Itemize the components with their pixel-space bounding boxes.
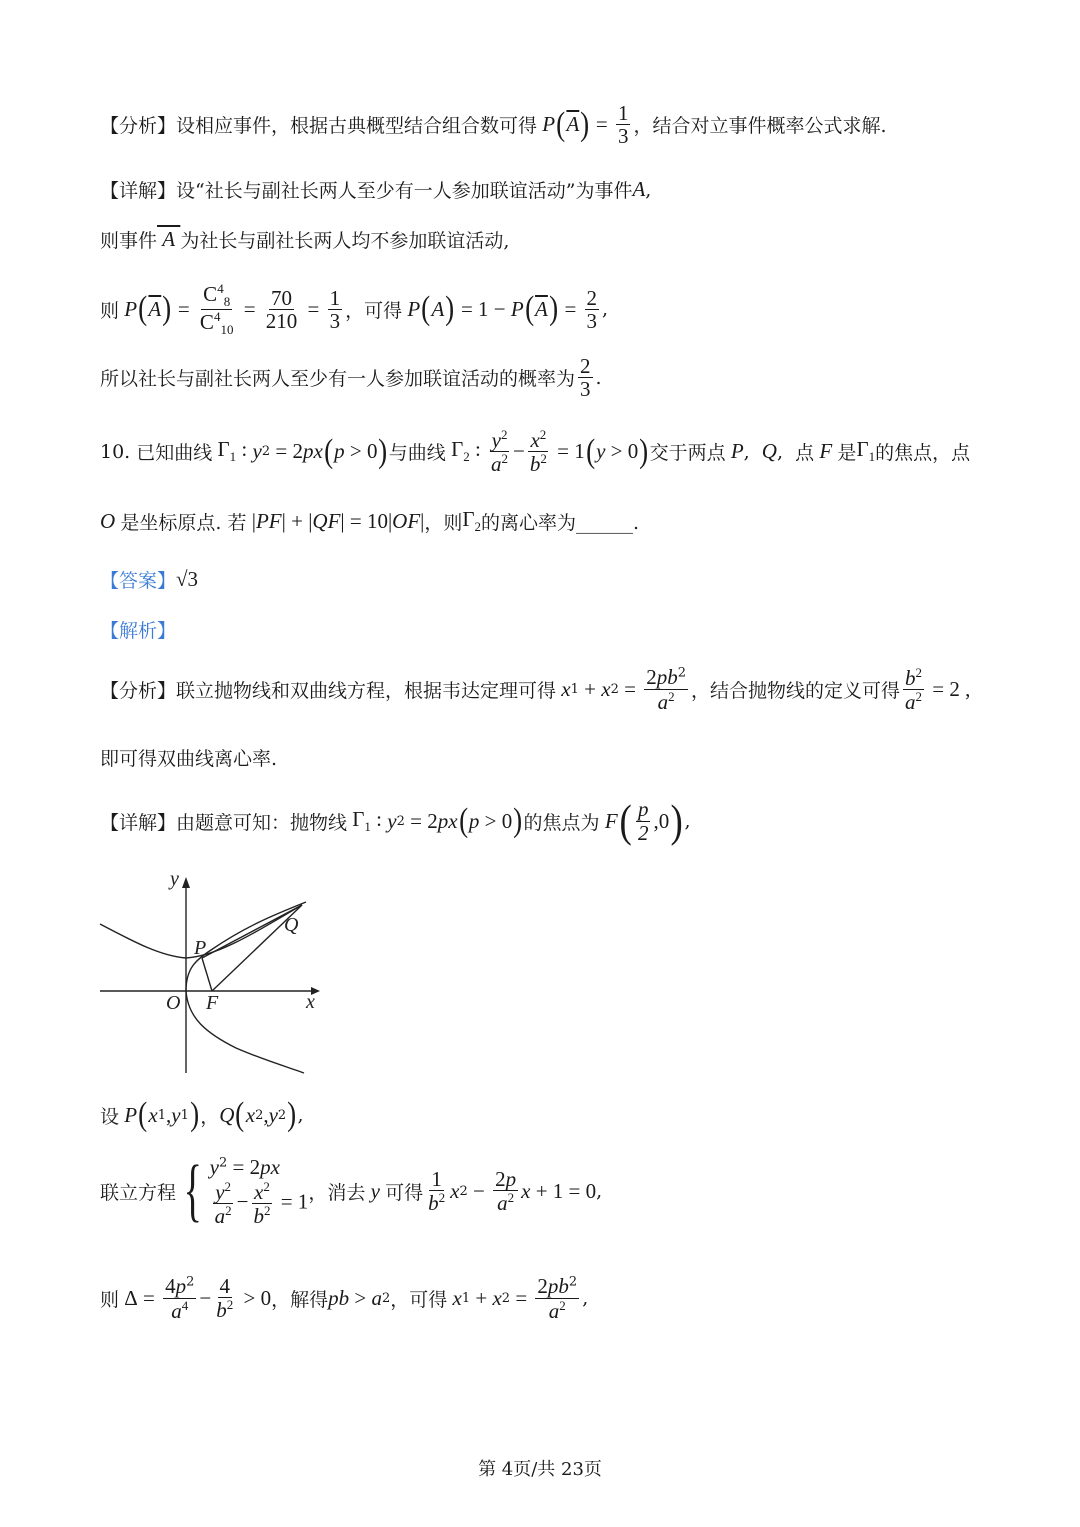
p10-jiexi-line <box>100 616 176 643</box>
analysis-label: 【分析】 <box>100 115 177 138</box>
p9-line4-a: 所以社长与副社长两人至少有一人参加联谊活动的概率为 <box>100 368 576 391</box>
jiexi-label: 【解析】 <box>100 620 177 642</box>
p9-line3: 则 P ( $\overline{A}$ ) = $\frac{C^4_8}{C^4_{10}}$ = $\frac{70}{210}$ = $\frac{1}{3}$ ，可得 P ( A ) = 1 − P ( $\overline{A}$ ) = $\frac{2}{3}$ , <box>100 281 609 338</box>
event-A-bar: A <box>157 227 181 251</box>
p9-analysis-text-a: 设相应事件，根据古典概型结合组合数可得 <box>176 115 538 138</box>
p10-analysis-line2: 即可得双曲线离心率. <box>100 748 278 770</box>
p10-stem-line1: 10. 已知曲线 $\Gamma_1$ : y 2 = 2 px ( p > 0 ) 与曲线 $\Gamma_2$ : $\frac{y^2}{a^2}$ − $\frac{x^2}{b^2}$ = 1 ( y > 0 ) 交于两点 P , Q , 点 F 是 $\Gamma_1$ 的焦点，点 <box>100 427 971 477</box>
fraction-one-third: $\frac{1}{3}$ <box>617 101 629 149</box>
label-P: P <box>194 937 207 959</box>
p10-number: 10. <box>100 440 131 463</box>
label-x: x <box>306 991 315 1013</box>
p9-line2-a: 则事件 <box>100 230 158 252</box>
p9-detail-line: 【详解】 设“社长与副社长两人至少有一人参加联谊活动”为事件 A , <box>100 177 652 202</box>
p10-delta-line: 则 Δ = $\frac{4p^2}{a^4}$ − $\frac{4}{b^2}$ > 0 ，解得 pb > a 2 ，可得 x 1 + x 2 = $\frac{2pb^2}{a^2}$ , <box>100 1274 589 1323</box>
p10-analysis-line: 【分析】 联立抛物线和双曲线方程，根据韦达定理可得 x 1 + x 2 = $\frac{2pb^2}{a^2}$ ，结合抛物线的定义可得 $\frac{b^2}{a^2}$ = 2 , <box>100 665 971 715</box>
answer-value: √3 <box>176 567 199 591</box>
label-y: y <box>170 868 179 890</box>
p10-stem-line2: O 是坐标原点. 若 | PF | + | QF | = 10| OF | ，则 $\Gamma_2$ 的离心率为______. <box>100 507 640 535</box>
label-F: F <box>206 992 219 1014</box>
event-A: A <box>632 177 646 201</box>
y-axis-arrow-icon <box>182 877 190 888</box>
p9-detail-text: 设“社长与副社长两人至少有一人参加联谊活动”为事件 <box>176 180 633 202</box>
parabola-curve-lower <box>186 991 304 1073</box>
label-Q: Q <box>284 914 299 936</box>
segment-PF <box>202 958 212 991</box>
p9-line3-b: ，可得 <box>345 299 403 322</box>
p9-line2 <box>100 226 509 253</box>
answer-label: 【答案】 <box>100 570 177 592</box>
parabola-hyperbola-figure <box>96 868 336 1078</box>
p10-detail-line: 【详解】 由题意可知：抛物线 $\Gamma_1$ : y 2 = 2 px ( p > 0 ) 的焦点为 F ( $\frac{p}{2}$ ,0 ) , <box>100 795 691 846</box>
fraction-c84-c104: $\frac{C^4_8}{C^4_{10}}$ <box>199 281 234 338</box>
p10-combine-line: 联立方程 { $y^2 = 2px$ $\frac{y^2}{a^2}$ − $\frac{x^2}{b^2}$ = 1 ，消去 y 可得 $\frac{1}{b^2}$ x 2 − $\frac{2p}{a^2}$ x + 1 = 0 , <box>100 1152 603 1230</box>
p9-analysis-line: 【分析】 设相应事件，根据古典概型结合组合数可得 P ( $\overline{A}$ ) = $\frac{1}{3}$ ，结合对立事件概率公式求解. <box>100 101 887 149</box>
p9-analysis-text-b: ，结合对立事件概率公式求解. <box>633 115 887 138</box>
p9-line2-b: 为社长与副社长两人均不参加联谊活动, <box>180 230 510 252</box>
label-O: O <box>166 992 181 1014</box>
page-footer: 第 4页/共 23页 <box>478 1459 602 1480</box>
p9-line4: 所以社长与副社长两人至少有一人参加联谊活动的概率为 $\frac{2}{3}$ . <box>100 354 602 402</box>
detail-label: 【详解】 <box>100 180 177 202</box>
p10-answer-line <box>100 566 198 593</box>
p10-set-line: 设 P ( x 1 , y 1 ) ， Q ( x 2 , y 2 ) , <box>100 1096 304 1133</box>
p9-line3-a: 则 <box>100 299 120 322</box>
formula-P-Abar: P <box>537 112 556 137</box>
